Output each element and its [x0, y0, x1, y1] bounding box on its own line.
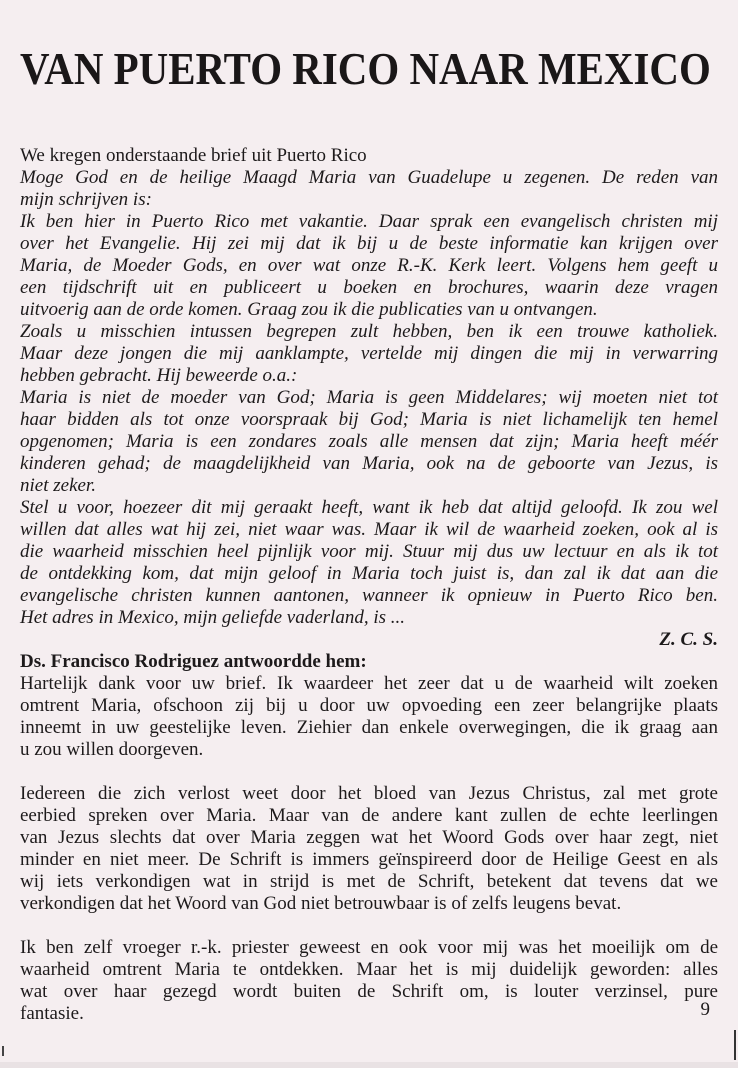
- paragraph: [20, 783, 718, 915]
- text-line: wij iets verkondigen wat in strijd is met de Schrift, betekent dat tevens dat we: [20, 871, 718, 892]
- intro-line: We kregen onderstaande brief uit Puerto Rico: [20, 145, 367, 166]
- paragraph: [20, 387, 718, 497]
- text-line: evangelische christen kunnen aantonen, wanneer ik opnieuw in Puerto Rico ben.: [20, 585, 718, 606]
- paragraph: [20, 321, 718, 387]
- text-line: Ik ben zelf vroeger r.-k. priester geweest en ook voor mij was het moeilijk om de: [20, 937, 718, 958]
- text-line: over het Evangelie. Hij zei mij dat ik bij u de beste informatie kan krijgen over: [20, 233, 718, 254]
- paragraph: [20, 937, 718, 1025]
- text-line: minder en niet meer. De Schrift is immers geïnspireerd door de Heilige Geest en als: [20, 849, 718, 870]
- text-line: u zou willen doorgeven.: [20, 739, 204, 760]
- text-line: van Jezus slechts dat over Maria zeggen wat het Woord Gods over haar zegt, niet: [20, 827, 718, 848]
- text-line: Het adres in Mexico, mijn geliefde vaderland, is ...: [20, 607, 406, 628]
- paragraph-gap: [20, 915, 718, 937]
- text-line: haar bidden als tot onze voorspraak bij God; Maria is niet lichamelijk ten hemel: [20, 409, 718, 430]
- text-line: een tijdschrift uit en publiceert u boeken en brochures, waarin deze vragen: [20, 277, 718, 298]
- article-body: [20, 145, 718, 1025]
- text-line: hebben gebracht. Hij beweerde o.a.:: [20, 365, 298, 386]
- text-line: die waarheid misschien heel pijnlijk voor mij. Stuur mij dus uw lectuur en als ik tot: [20, 541, 718, 562]
- paragraph: [20, 497, 718, 629]
- text-line: kinderen gehad; de maagdelijkheid van Maria, ook na de geboorte van Jezus, is: [20, 453, 718, 474]
- text-line: Stel u voor, hoezeer dit mij geraakt heeft, want ik heb dat altijd geloofd. Ik zou wel: [20, 497, 718, 518]
- text-line: verkondigen dat het Woord van God niet betrouwbaar is of zelfs leugens bevat.: [20, 893, 622, 914]
- page-bottom-edge: [0, 1062, 738, 1068]
- text-line: Zoals u misschien intussen begrepen zult hebben, ben ik een trouwe katholiek.: [20, 321, 718, 342]
- signature: Z. C. S.: [659, 629, 718, 650]
- page-title: VAN PUERTO RICO NAAR MEXICO: [20, 43, 711, 94]
- page-edge-mark: [2, 1046, 4, 1056]
- text-line: Moge God en de heilige Maagd Maria van Guadelupe u zegenen. De reden van: [20, 167, 718, 188]
- text-line: de ontdekking kom, dat mijn geloof in Maria toch juist is, dan zal ik dat aan die: [20, 563, 718, 584]
- text-line: eerbied spreken over Maria. Maar van de andere kant zullen de echte leerlingen: [20, 805, 718, 826]
- text-line: Maria, de Moeder Gods, en over wat onze R.-K. Kerk leert. Volgens hem geeft u: [20, 255, 718, 276]
- letter: [20, 167, 718, 629]
- text-line: opgenomen; Maria is een zondares zoals alle mensen dat zijn; Maria heeft méér: [20, 431, 718, 452]
- text-line: Maar deze jongen die mij aanklampte, vertelde mij dingen die mij in verwarring: [20, 343, 718, 364]
- text-line: inneemt in uw geestelijke leven. Ziehier dan enkele overwegingen, die ik graag aan: [20, 717, 718, 738]
- text-line: fantasie.: [20, 1003, 84, 1024]
- paragraph: [20, 211, 718, 321]
- text-line: Iedereen die zich verlost weet door het bloed van Jezus Christus, zal met grote: [20, 783, 718, 804]
- page-edge-mark: [734, 1030, 736, 1060]
- text-line: Maria is niet de moeder van God; Maria is geen Middelares; wij moeten niet tot: [20, 387, 718, 408]
- paragraph: [20, 167, 718, 211]
- page-number: 9: [700, 999, 710, 1020]
- reply-heading: Ds. Francisco Rodriguez antwoordde hem:: [20, 651, 367, 672]
- reply: [20, 673, 718, 1025]
- text-line: mijn schrijven is:: [20, 189, 152, 210]
- text-line: niet zeker.: [20, 475, 96, 496]
- paragraph: [20, 673, 718, 761]
- text-line: waarheid omtrent Maria te ontdekken. Maar het is mij duidelijk geworden: alles: [20, 959, 718, 980]
- text-line: wat over haar gezegd wordt buiten de Schrift om, is louter verzinsel, pure: [20, 981, 718, 1002]
- text-line: omtrent Maria, ofschoon zij bij u door uw opvoeding een zeer belangrijke plaats: [20, 695, 718, 716]
- text-line: willen dat alles wat hij zei, niet waar was. Maar ik wil de waarheid zoeken, ook al is: [20, 519, 718, 540]
- text-line: Hartelijk dank voor uw brief. Ik waardeer het zeer dat u de waarheid wilt zoeken: [20, 673, 718, 694]
- text-line: uitvoerig aan de orde komen. Graag zou ik die publicaties van u ontvangen.: [20, 299, 598, 320]
- text-line: Ik ben hier in Puerto Rico met vakantie. Daar sprak een evangelisch christen mij: [20, 211, 718, 232]
- paragraph-gap: [20, 761, 718, 783]
